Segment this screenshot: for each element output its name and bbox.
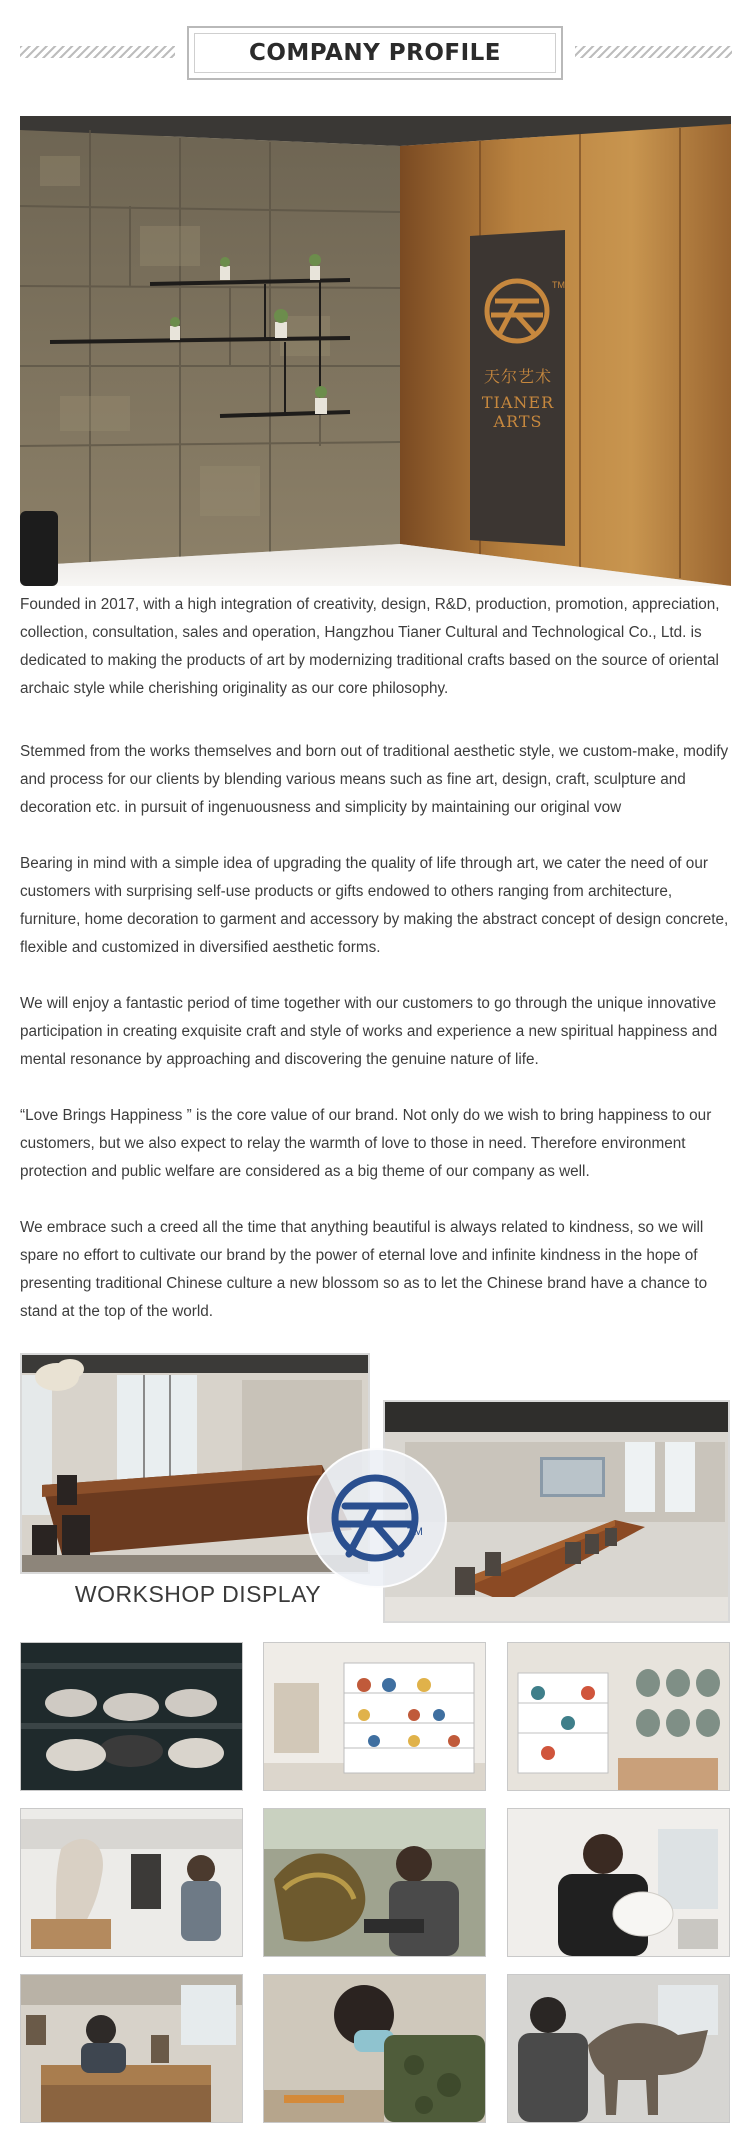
- photo-ceramics-shelves: [507, 1642, 730, 1791]
- workshop-logo-trademark: TM: [407, 1526, 423, 1538]
- photo-artisan-bronze-work: [263, 1808, 486, 1957]
- workshop-display-label: WORKSHOP DISPLAY: [74, 1581, 322, 1607]
- hero-office-image: [20, 116, 731, 586]
- photo-showroom-shelves: [263, 1642, 486, 1791]
- header-hatch-right: [575, 46, 732, 58]
- photo-animal-figurines: [20, 1642, 243, 1791]
- paragraph-origin: Stemmed from the works themselves and born out of traditional aesthetic style, we custom-make, modify and process for our clients by blending various means such as fine art, design, craft, sculpture and decoration etc. in pursuit of ingenuousness and simplicity by maintaining our original vow: [20, 743, 729, 816]
- photo-sculptor-workbench: [20, 1808, 243, 1957]
- workshop-logo-badge: [307, 1448, 447, 1588]
- paragraph-core-value: “Love Brings Happiness ” is the core value of our brand. Not only do we wish to bring happiness to our customers, but we also expect to relay the warmth of love to those in need. Therefore environment protection and public welfare are considered as a big theme of our company as well.: [20, 1107, 712, 1180]
- title-frame: [187, 26, 563, 80]
- photo-artisan-carving: [263, 1974, 486, 2123]
- photo-workshop-bench: [20, 1974, 243, 2123]
- paragraph-founding: Founded in 2017, with a high integration of creativity, design, R&D, production, promotion, appreciation, collection, consultation, sales and operation, Hangzhou Tianer Cultural and Technological Co., Ltd. is dedicated to making the products of art by modernizing traditional crafts based on the source of oriental archaic style while cherishing originality as our core philosophy.: [20, 596, 720, 697]
- photo-sculptor-horse: [507, 1974, 730, 2123]
- paragraph-experience: We will enjoy a fantastic period of time together with our customers to go through the unique innovative participation in creating exquisite craft and style of works and experience a new spiritual happiness and mental resonance by approaching and discovering the genuine nature of life.: [20, 995, 718, 1068]
- hero-logo-line2: ARTS: [493, 412, 543, 431]
- photo-artisan-white-sculpture: [507, 1808, 730, 1957]
- header-hatch-left: [20, 46, 175, 58]
- hero-logo-line1: TIANER: [481, 393, 555, 412]
- page-title: COMPANY PROFILE: [248, 40, 502, 66]
- paragraph-creed: We embrace such a creed all the time that anything beautiful is always related to kindness, so we will spare no effort to cultivate our brand by the power of eternal love and infinite kindness in the hope of presenting traditional Chinese culture a new blossom so as to let the Chinese brand have a chance to stand at the top of the world.: [20, 1219, 708, 1320]
- hero-trademark: TM: [552, 280, 565, 290]
- hero-logo-chinese: 天尔艺术: [483, 367, 552, 386]
- paragraph-quality: Bearing in mind with a simple idea of upgrading the quality of life through art, we cater the need of our customers with surprising self-use products or gifts endowed to others ranging from architecture, furniture, home decoration to garment and accessory by making the abstract concept of design concrete, flexible and customized in diversified aesthetic forms.: [20, 855, 729, 956]
